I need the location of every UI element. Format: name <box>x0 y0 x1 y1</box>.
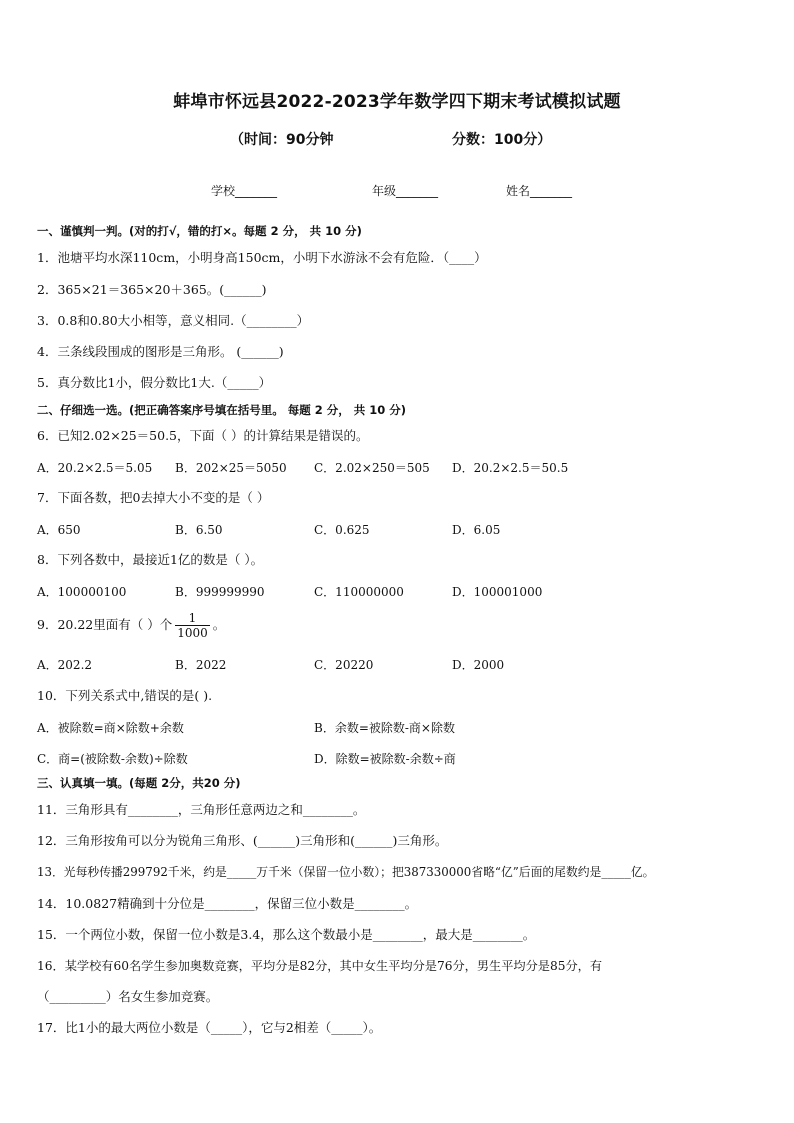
question-11: 11．三角形具有________，三角形任意两边之和________。 <box>37 802 366 817</box>
q9-option-c[interactable]: C．20220 <box>314 658 374 672</box>
q9-option-b[interactable]: B．2022 <box>175 658 227 672</box>
question-7: 7．下面各数，把0去掉大小不变的是（ ） <box>37 490 270 505</box>
q9-fraction-denominator: 1000 <box>177 626 208 640</box>
q7-option-c[interactable]: C．0.625 <box>314 523 370 537</box>
q9-stem-end: 。 <box>212 617 226 632</box>
q10-option-d[interactable]: D．除数=被除数-余数÷商 <box>314 752 456 766</box>
question-16-continued: （_________）名女生参加竞赛。 <box>37 989 219 1004</box>
q6-option-d[interactable]: D．20.2×2.5＝50.5 <box>452 461 569 475</box>
q7-option-d[interactable]: D．6.05 <box>452 523 501 537</box>
exam-score: 分数：100分） <box>452 132 552 148</box>
question-4: 4．三条线段围成的图形是三角形。 (______) <box>37 344 284 359</box>
q8-option-c[interactable]: C．110000000 <box>314 585 404 599</box>
section-1-heading: 一、谨慎判一判。(对的打√，错的打×。每题 2 分， 共 10 分) <box>37 224 362 238</box>
q7-option-b[interactable]: B．6.50 <box>175 523 223 537</box>
q9-option-a[interactable]: A．202.2 <box>37 658 93 672</box>
q8-option-a[interactable]: A．100000100 <box>37 585 127 599</box>
q10-option-b[interactable]: B．余数=被除数-商×除数 <box>314 721 455 735</box>
section-3-heading: 三、认真填一填。(每题 2分，共20 分) <box>37 776 241 790</box>
exam-title: 蚌埠市怀远县2022-2023学年数学四下期末考试模拟试题 <box>173 92 621 112</box>
question-3: 3．0.8和0.80大小相等，意义相同.（________） <box>37 313 310 328</box>
exam-meta <box>0 129 794 151</box>
q6-option-c[interactable]: C．2.02×250＝505 <box>314 461 430 475</box>
question-5: 5．真分数比1小，假分数比1大.（_____） <box>37 375 272 390</box>
question-10: 10．下列关系式中,错误的是( ). <box>37 688 213 703</box>
school-field[interactable]: 学校_______ <box>211 184 278 198</box>
q10-option-a[interactable]: A．被除数=商×除数+余数 <box>37 721 184 735</box>
q8-option-d[interactable]: D．100001000 <box>452 585 543 599</box>
section-2-heading: 二、仔细选一选。(把正确答案序号填在括号里。 每题 2 分， 共 10 分) <box>37 403 407 417</box>
question-16: 16．某学校有60名学生参加奥数竞赛，平均分是82分，其中女生平均分是76分，男生平均分是85分，有 <box>37 959 603 973</box>
q7-option-a[interactable]: A．650 <box>37 523 81 537</box>
q9-stem: 9．20.22里面有（ ）个 <box>37 617 173 632</box>
question-2: 2．365×21＝365×20＋365。(______) <box>37 282 267 297</box>
question-1: 1．池塘平均水深110cm，小明身高150cm，小明下水游泳不会有危险．（____） <box>37 250 487 265</box>
student-info <box>0 182 794 202</box>
q8-option-b[interactable]: B．999999990 <box>175 585 265 599</box>
name-field[interactable]: 姓名_______ <box>506 184 573 198</box>
q9-fraction <box>175 611 210 640</box>
question-6: 6．已知2.02×25＝50.5，下面（ ）的计算结果是错误的。 <box>37 428 369 443</box>
q6-option-a[interactable]: A．20.2×2.5＝5.05 <box>37 461 153 475</box>
q9-option-d[interactable]: D．2000 <box>452 658 505 672</box>
question-12: 12．三角形按角可以分为锐角三角形、(______)三角形和(______)三角形。 <box>37 833 448 848</box>
question-17: 17．比1小的最大两位小数是（_____），它与2相差（_____）。 <box>37 1020 382 1035</box>
q9-fraction-numerator: 1 <box>188 611 197 625</box>
exam-time: （时间：90分钟 <box>230 132 334 148</box>
question-8: 8．下列各数中，最接近1亿的数是（ ）。 <box>37 552 264 567</box>
question-13: 13．光每秒传播299792千米，约是_____万千米（保留一位小数）；把387330000省略“亿”后面的尾数约是_____亿。 <box>37 865 655 879</box>
q10-option-c[interactable]: C．商=(被除数-余数)÷除数 <box>37 752 188 766</box>
question-15: 15．一个两位小数，保留一位小数是3.4，那么这个数最小是________，最大是________。 <box>37 927 536 942</box>
grade-field[interactable]: 年级_______ <box>372 184 439 198</box>
question-14: 14．10.0827精确到十分位是________，保留三位小数是________。 <box>37 896 418 911</box>
q6-option-b[interactable]: B．202×25＝5050 <box>175 461 287 475</box>
question-9 <box>37 608 225 642</box>
